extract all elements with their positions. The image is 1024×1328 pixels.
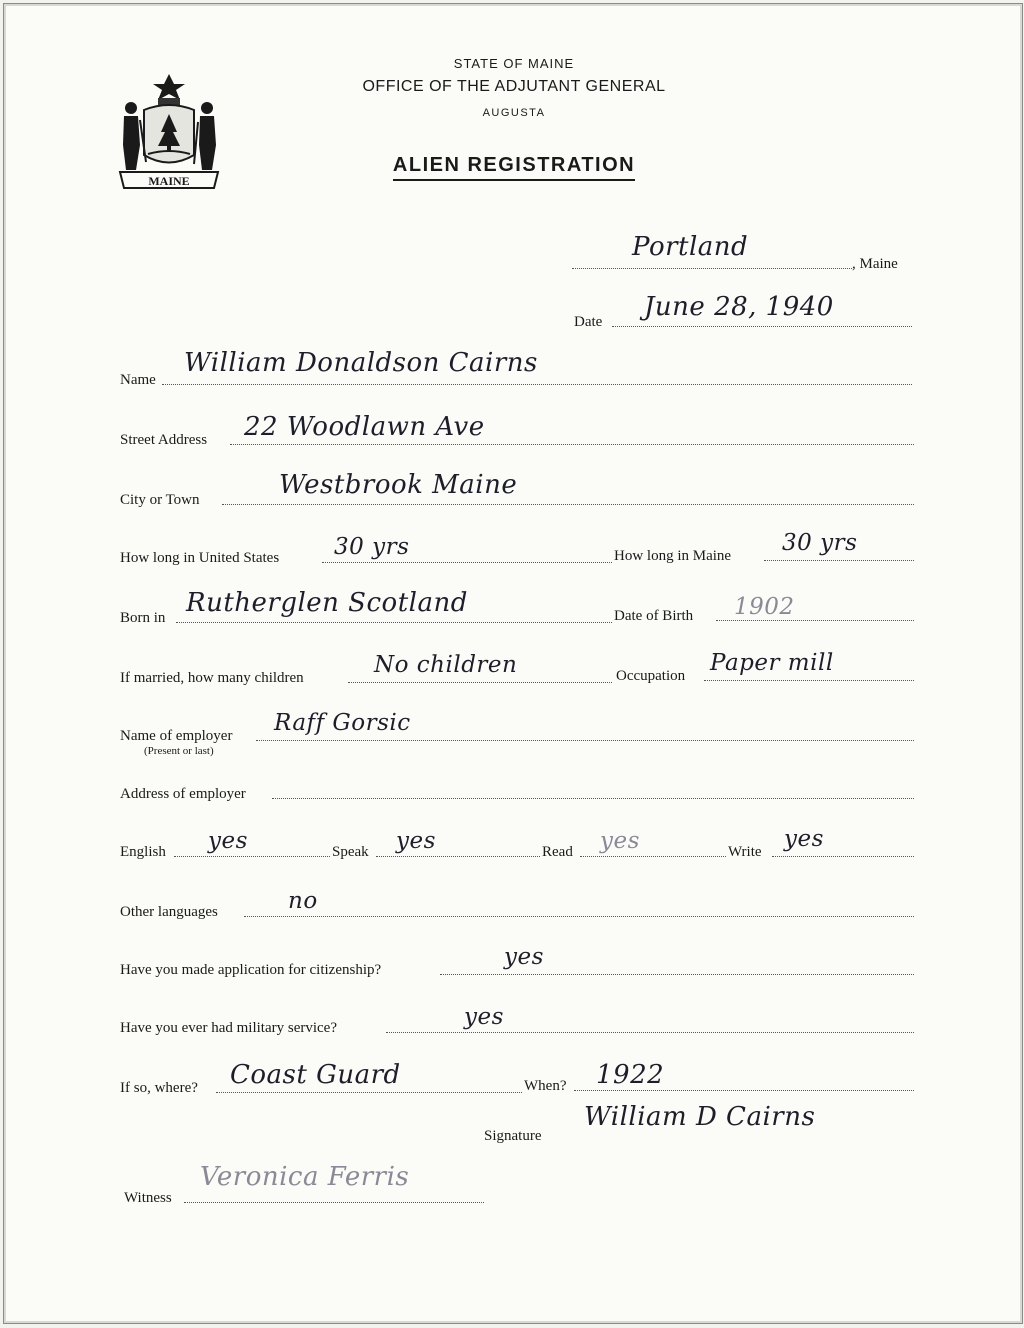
city-line bbox=[222, 504, 914, 505]
employer-address-label: Address of employer bbox=[120, 786, 246, 802]
citizenship-line bbox=[440, 974, 914, 975]
read-entry: yes bbox=[600, 828, 640, 854]
military-line bbox=[386, 1032, 914, 1033]
witness-line bbox=[184, 1202, 484, 1203]
how-long-us-label: How long in United States bbox=[120, 550, 280, 566]
name-label: Name bbox=[120, 372, 156, 388]
form-title bbox=[4, 154, 1024, 177]
how-long-us-entry: 30 yrs bbox=[334, 534, 410, 560]
date-of-birth-label: Date of Birth bbox=[614, 608, 694, 624]
employer-note: (Present or last) bbox=[144, 745, 214, 757]
name-line bbox=[162, 384, 912, 385]
speak-entry: yes bbox=[396, 828, 436, 854]
witness-entry: Veronica Ferris bbox=[200, 1162, 410, 1192]
military-label: Have you ever had military service? bbox=[120, 1020, 337, 1036]
how-long-maine-line bbox=[764, 560, 914, 561]
citizenship-entry: yes bbox=[504, 944, 544, 970]
date-entry: June 28, 1940 bbox=[644, 292, 834, 322]
place-entry: Portland bbox=[632, 232, 749, 262]
occupation-line bbox=[704, 680, 914, 681]
date-label: Date bbox=[574, 314, 603, 330]
when-line bbox=[574, 1090, 914, 1091]
when-entry: 1922 bbox=[596, 1060, 665, 1090]
write-label: Write bbox=[728, 844, 762, 860]
born-in-label: Born in bbox=[120, 610, 166, 626]
office-heading: OFFICE OF THE ADJUTANT GENERAL bbox=[362, 78, 666, 95]
children-line bbox=[348, 682, 612, 683]
children-entry: No children bbox=[374, 652, 518, 678]
children-label: If married, how many children bbox=[120, 670, 304, 686]
military-entry: yes bbox=[464, 1004, 504, 1030]
registration-form bbox=[3, 3, 1023, 1324]
occupation-label: Occupation bbox=[616, 668, 686, 684]
city-label: City or Town bbox=[120, 492, 200, 508]
citizenship-label: Have you made application for citizenship? bbox=[120, 962, 382, 978]
employer-name-line bbox=[256, 740, 914, 741]
born-in-line bbox=[176, 622, 612, 623]
born-in-entry: Rutherglen Scotland bbox=[186, 588, 468, 618]
place-line bbox=[572, 268, 852, 269]
write-entry: yes bbox=[784, 826, 824, 852]
maine-suffix-label: , Maine bbox=[852, 256, 898, 272]
state-heading: STATE OF MAINE bbox=[453, 56, 575, 71]
witness-label: Witness bbox=[124, 1190, 172, 1206]
where-entry: Coast Guard bbox=[230, 1060, 401, 1090]
speak-label: Speak bbox=[332, 844, 369, 860]
read-line bbox=[580, 856, 726, 857]
street-address-entry: 22 Woodlawn Ave bbox=[244, 412, 485, 442]
how-long-maine-entry: 30 yrs bbox=[782, 530, 858, 556]
employer-name-entry: Raff Gorsic bbox=[274, 710, 411, 736]
city-entry: Westbrook Maine bbox=[279, 470, 518, 500]
when-label: When? bbox=[524, 1078, 567, 1094]
speak-line bbox=[376, 856, 540, 857]
street-address-label: Street Address bbox=[120, 432, 208, 448]
employer-name-label: Name of employer bbox=[120, 728, 233, 744]
english-entry: yes bbox=[208, 828, 248, 854]
date-of-birth-entry: 1902 bbox=[734, 594, 795, 620]
how-long-us-line bbox=[322, 562, 612, 563]
city-heading: AUGUSTA bbox=[482, 107, 546, 119]
where-label: If so, where? bbox=[120, 1080, 198, 1096]
write-line bbox=[772, 856, 914, 857]
form-title-text: ALIEN REGISTRATION bbox=[393, 154, 635, 181]
date-of-birth-line bbox=[716, 620, 914, 621]
how-long-maine-label: How long in Maine bbox=[614, 548, 732, 564]
signature-label: Signature bbox=[484, 1128, 542, 1144]
employer-address-line bbox=[272, 798, 914, 799]
read-label: Read bbox=[542, 844, 573, 860]
other-languages-entry: no bbox=[288, 888, 318, 914]
other-languages-label: Other languages bbox=[120, 904, 218, 920]
other-languages-line bbox=[244, 916, 914, 917]
date-line bbox=[612, 326, 912, 327]
seal-banner-text: MAINE bbox=[148, 174, 190, 188]
street-address-line bbox=[230, 444, 914, 445]
occupation-entry: Paper mill bbox=[710, 650, 834, 676]
english-label: English bbox=[120, 844, 166, 860]
where-line bbox=[216, 1092, 522, 1093]
name-entry: William Donaldson Cairns bbox=[184, 348, 538, 378]
signature-entry: William D Cairns bbox=[584, 1102, 816, 1132]
english-line bbox=[174, 856, 330, 857]
